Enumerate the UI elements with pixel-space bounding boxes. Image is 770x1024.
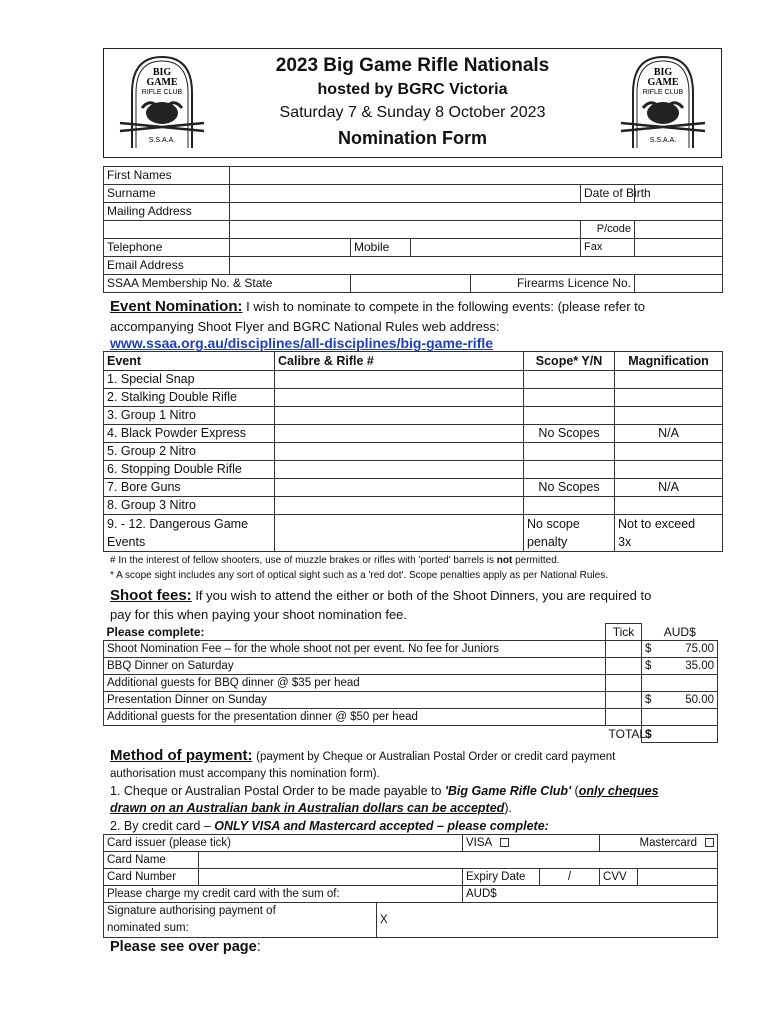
scope-field[interactable] (524, 497, 615, 515)
card-name-field[interactable] (199, 852, 718, 869)
surname-label: Surname (104, 185, 230, 203)
fee-tick-box[interactable] (606, 692, 642, 709)
logo-text-ssaa: S.S.A.A. (148, 137, 176, 144)
charge-label: Please charge my credit card with the sum of: (104, 886, 463, 903)
fee-amount (642, 692, 718, 709)
fee-amount-field[interactable] (642, 709, 718, 726)
aud-column-header: AUD$ (663, 624, 696, 639)
telephone-label: Telephone (104, 239, 230, 257)
events-header-row (104, 352, 723, 371)
expiry-field[interactable]: / (540, 869, 600, 886)
scope-line1: No scope (527, 517, 580, 531)
fee-row (104, 641, 718, 658)
personal-details-table (103, 166, 723, 293)
signature-field[interactable]: X (377, 903, 718, 938)
option2-card-rule: ONLY VISA and Mastercard accepted – please complete: (214, 819, 549, 833)
option1-end: ). (504, 801, 512, 815)
buffalo-head-icon (146, 102, 178, 124)
fax-field[interactable] (635, 239, 723, 257)
fee-label: Additional guests for the presentation dinner @ $50 per head (104, 709, 606, 726)
event-name: 8. Group 3 Nitro (104, 497, 275, 515)
dob-label: Date of Birth (581, 185, 635, 203)
signature-label-line1: Signature authorising payment of (107, 905, 276, 917)
fee-label: Additional guests for BBQ dinner @ $35 per head (104, 675, 606, 692)
event-nomination-text2: accompanying Shoot Flyer and BGRC National Rules web address: (110, 319, 500, 334)
magnification-value (615, 515, 723, 552)
magnification-field[interactable] (615, 371, 723, 389)
mag-line1: Not to exceed (618, 517, 696, 531)
bgrc-logo-right (613, 53, 713, 153)
note1-bold: not (496, 555, 513, 566)
event-name: 7. Bore Guns (104, 479, 275, 497)
fee-currency: $ (645, 694, 652, 706)
cvv-field[interactable] (638, 869, 718, 886)
scope-field[interactable] (524, 461, 615, 479)
event-name: 1. Special Snap (104, 371, 275, 389)
note1-end: permitted. (512, 555, 560, 566)
event-nomination-heading: Event Nomination: (110, 298, 243, 315)
rules-web-link[interactable]: www.ssaa.org.au/disciplines/all-disciplines/big-game-rifle (110, 335, 494, 351)
first-names-field[interactable] (230, 167, 723, 185)
mailing-address-label: Mailing Address (104, 203, 230, 221)
tick-column-header: Tick (606, 624, 642, 641)
events-col-scope: Scope* Y/N (524, 352, 615, 371)
fee-row (104, 675, 718, 692)
option1-paren: ( (571, 784, 579, 798)
charge-amount-field[interactable]: AUD$ (463, 886, 718, 903)
magnification-field[interactable] (615, 389, 723, 407)
form-title: Nomination Form (338, 128, 487, 148)
surname-field[interactable] (230, 185, 581, 203)
calibre-field[interactable] (275, 389, 524, 407)
fees-header-row (104, 624, 718, 641)
visa-label: VISA (466, 837, 493, 849)
event-name-line2: Events (107, 535, 146, 549)
mastercard-option[interactable] (600, 835, 718, 852)
card-name-label: Card Name (104, 852, 199, 869)
email-field[interactable] (230, 257, 723, 275)
charge-row (104, 886, 718, 903)
pcode-field[interactable] (635, 221, 723, 239)
logo-text-game: GAME (146, 77, 178, 88)
event-row (104, 443, 723, 461)
fee-currency: $ (645, 643, 652, 655)
fax-label: Fax (581, 239, 635, 257)
magnification-value: N/A (615, 425, 723, 443)
fee-amount (642, 658, 718, 675)
magnification-value: N/A (615, 479, 723, 497)
fee-amount-field[interactable] (642, 675, 718, 692)
event-row (104, 497, 723, 515)
events-col-event: Event (104, 352, 275, 371)
event-row (104, 371, 723, 389)
event-row-dangerous-game (104, 515, 723, 552)
form-header (103, 48, 722, 158)
payment-option1-cont (110, 799, 512, 818)
logo-text-ssaa: S.S.A.A. (649, 137, 677, 144)
scope-value: No Scopes (524, 425, 615, 443)
scope-field[interactable] (524, 443, 615, 461)
event-name: 6. Stopping Double Rifle (104, 461, 275, 479)
fee-label: Presentation Dinner on Sunday (104, 692, 606, 709)
fees-table (103, 623, 718, 743)
calibre-field[interactable] (275, 461, 524, 479)
fee-tick-box[interactable] (606, 641, 642, 658)
total-field[interactable]: $ (642, 726, 718, 743)
logo-text-big: BIG (152, 67, 172, 78)
please-complete-label: Please complete: (106, 624, 205, 639)
logo-text-big: BIG (653, 67, 673, 78)
payment-intro (110, 746, 615, 767)
magnification-field[interactable] (615, 443, 723, 461)
email-label: Email Address (104, 257, 230, 275)
signature-row (104, 903, 718, 938)
option1-cheque-rule: only cheques (578, 784, 659, 798)
scope-field[interactable] (524, 371, 615, 389)
event-row (104, 407, 723, 425)
header-text (224, 53, 601, 151)
calibre-field[interactable] (275, 425, 524, 443)
logo-text-game: GAME (647, 77, 679, 88)
ssaa-membership-field[interactable] (351, 275, 471, 293)
see-over-colon: : (256, 939, 261, 955)
mastercard-label: Mastercard (639, 837, 698, 849)
fee-tick-box[interactable] (606, 658, 642, 675)
mobile-label: Mobile (351, 239, 411, 257)
event-name-line1: 9. - 12. Dangerous Game (107, 517, 249, 531)
fee-label: Shoot Nomination Fee – for the whole shoot not per event. No fee for Juniors (104, 641, 606, 658)
logo-text-club: RIFLE CLUB (141, 89, 183, 96)
expiry-label: Expiry Date (463, 869, 540, 886)
event-name (104, 515, 275, 552)
card-number-row (104, 869, 718, 886)
ssaa-membership-label: SSAA Membership No. & State (104, 275, 351, 293)
total-label-text: TOTAL (608, 727, 647, 742)
scope-sight-note: * A scope sight includes any sort of optical sight such as a 'red dot'. Scope penalties apply as per National Rules. (110, 570, 608, 581)
telephone-field[interactable] (230, 239, 351, 257)
credit-card-table (103, 834, 718, 938)
cvv-label: CVV (600, 869, 638, 886)
logo-text-club: RIFLE CLUB (642, 89, 684, 96)
calibre-field[interactable] (275, 407, 524, 425)
events-col-magnification: Magnification (615, 352, 723, 371)
payment-text1: (payment by Cheque or Australian Postal Order or credit card payment (256, 751, 616, 763)
event-title: 2023 Big Game Rifle Nationals (275, 55, 550, 76)
visa-checkbox[interactable] (500, 838, 509, 847)
note1-text: # In the interest of fellow shooters, use of muzzle brakes or rifles with 'ported' barrels is (110, 555, 497, 566)
pcode-label: P/code (581, 221, 635, 239)
mobile-field[interactable] (411, 239, 581, 257)
event-nomination-text1: I wish to nominate to compete in the following events: (please refer to (246, 299, 646, 314)
event-name: 2. Stalking Double Rifle (104, 389, 275, 407)
magnification-field[interactable] (615, 407, 723, 425)
option2-text: 2. By credit card – (110, 819, 215, 833)
fee-label: BBQ Dinner on Saturday (104, 658, 606, 675)
signature-label (104, 903, 377, 938)
shoot-fees-heading: Shoot fees: (110, 587, 192, 604)
scope-value: No Scopes (524, 479, 615, 497)
card-number-field[interactable] (199, 869, 463, 886)
fee-row (104, 658, 718, 675)
card-issuer-row (104, 835, 718, 852)
events-table (103, 351, 723, 552)
host-line: hosted by BGRC Victoria (317, 81, 508, 98)
scope-line2: penalty (527, 535, 568, 549)
scope-field[interactable] (524, 389, 615, 407)
scope-field[interactable] (524, 407, 615, 425)
firearms-licence-label: Firearms Licence No. (471, 275, 635, 293)
buffalo-head-icon (647, 102, 679, 124)
event-name: 3. Group 1 Nitro (104, 407, 275, 425)
mailing-address-field[interactable] (230, 203, 723, 221)
mailing-address-line2-label (104, 221, 230, 239)
calibre-field[interactable] (275, 443, 524, 461)
event-row (104, 389, 723, 407)
fee-total-row (104, 726, 718, 743)
events-col-calibre: Calibre & Rifle # (275, 352, 524, 371)
total-label (104, 726, 606, 743)
ported-barrel-note (110, 554, 560, 568)
fee-currency: $ (645, 660, 652, 672)
shoot-fees-text2: pay for this when paying your shoot nomination fee. (110, 607, 408, 622)
payment-heading: Method of payment: (110, 747, 253, 764)
see-over-text: Please see over page (110, 939, 257, 955)
first-names-label: First Names (104, 167, 230, 185)
option1-payee: 'Big Game Rifle Club' (444, 784, 572, 798)
event-name: 5. Group 2 Nitro (104, 443, 275, 461)
firearms-licence-field[interactable] (635, 275, 723, 293)
visa-option[interactable] (463, 835, 600, 852)
date-line: Saturday 7 & Sunday 8 October 2023 (279, 104, 546, 121)
scope-value (524, 515, 615, 552)
card-issuer-label: Card issuer (please tick) (104, 835, 463, 852)
mag-line2: 3x (618, 535, 632, 549)
payment-text2: authorisation must accompany this nomination form). (110, 768, 380, 780)
event-row (104, 461, 723, 479)
event-row (104, 479, 723, 497)
fee-value: 50.00 (685, 694, 714, 706)
card-name-row (104, 852, 718, 869)
fee-amount (642, 641, 718, 658)
calibre-field[interactable] (275, 515, 524, 552)
option1-cheque-rule-cont: drawn on an Australian bank in Australian dollars can be accepted (110, 801, 505, 815)
option1-text: 1. Cheque or Australian Postal Order to be made payable to (110, 784, 445, 798)
bgrc-logo-left (112, 53, 212, 153)
magnification-field[interactable] (615, 497, 723, 515)
fee-tick-box[interactable] (606, 709, 642, 726)
card-number-label: Card Number (104, 869, 199, 886)
event-name: 4. Black Powder Express (104, 425, 275, 443)
magnification-field[interactable] (615, 461, 723, 479)
event-nomination-intro (110, 297, 645, 316)
signature-label-line2: nominated sum: (107, 922, 189, 934)
shoot-fees-intro (110, 586, 651, 605)
mailing-address-line2-field[interactable] (230, 221, 581, 239)
event-row (104, 425, 723, 443)
fee-value: 35.00 (685, 660, 714, 672)
calibre-field[interactable] (275, 479, 524, 497)
shoot-fees-text1: If you wish to attend the either or both of the Shoot Dinners, you are required to (195, 588, 652, 603)
fee-row (104, 692, 718, 709)
fee-row (104, 709, 718, 726)
see-over-page (110, 938, 261, 957)
fee-tick-box[interactable] (606, 675, 642, 692)
fee-value: 75.00 (685, 643, 714, 655)
mastercard-checkbox[interactable] (705, 838, 714, 847)
calibre-field[interactable] (275, 497, 524, 515)
calibre-field[interactable] (275, 371, 524, 389)
